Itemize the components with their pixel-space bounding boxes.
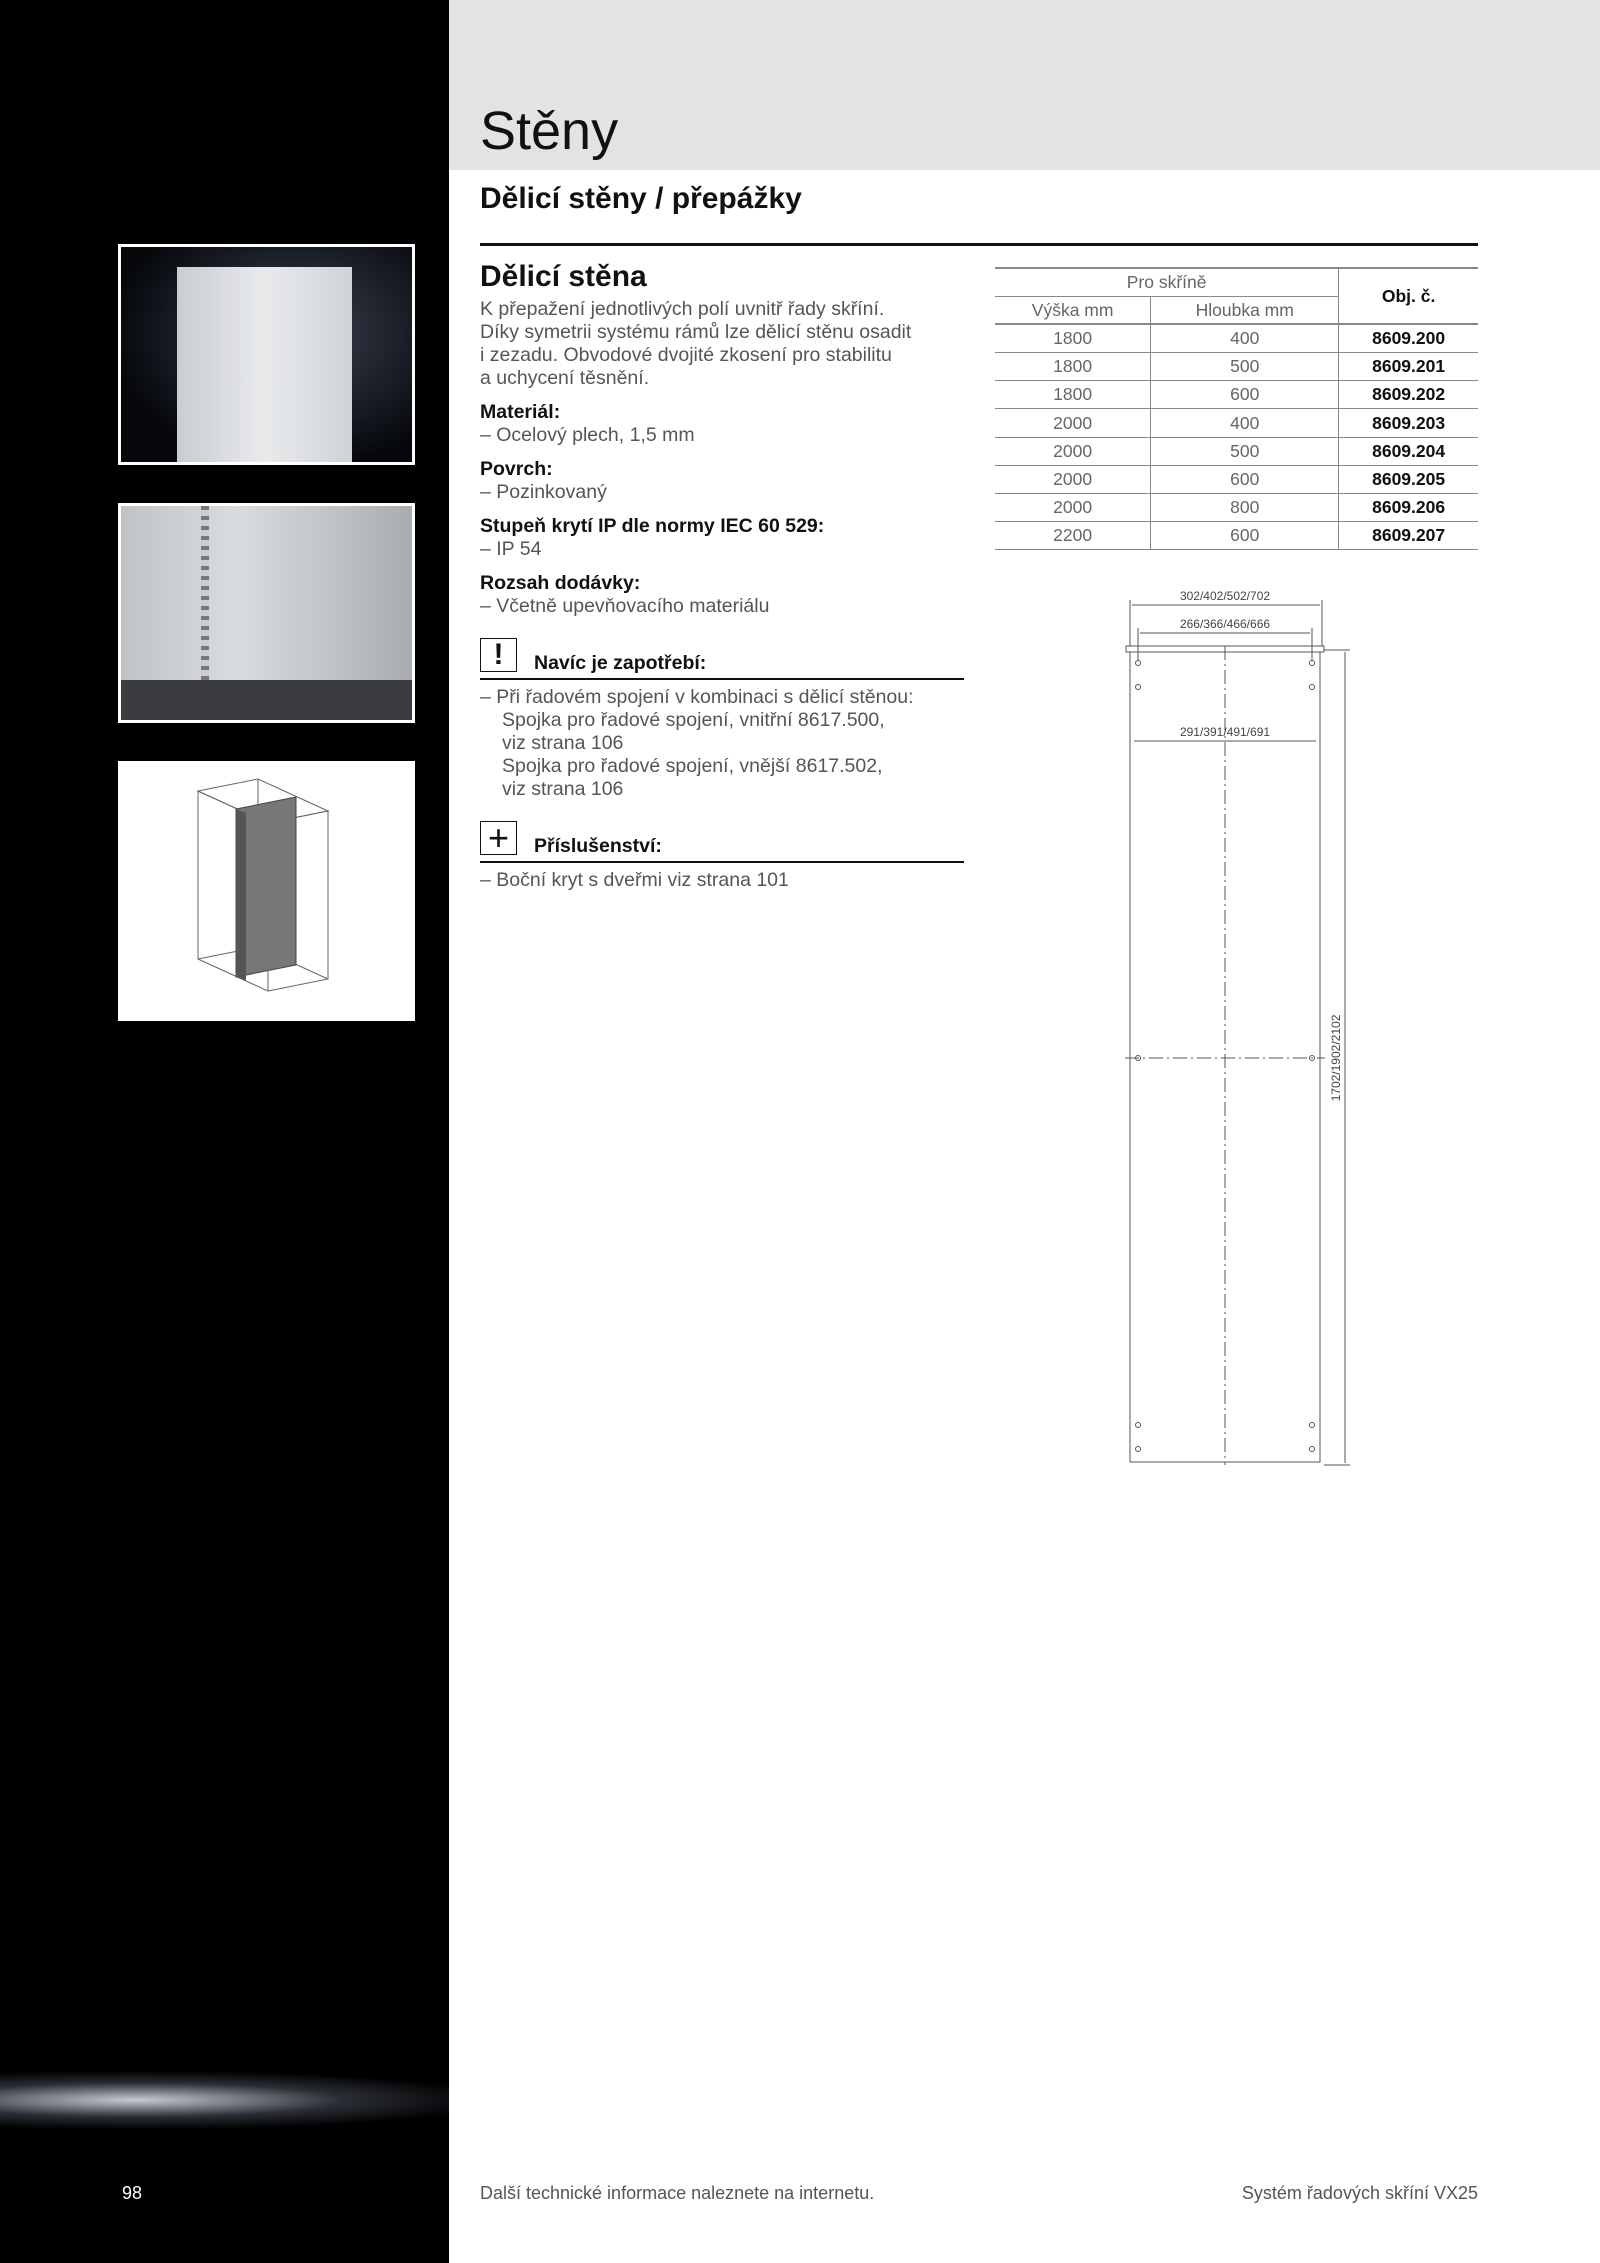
order-number-cell: 8609.203 [1339, 409, 1478, 437]
table-row [995, 409, 1478, 437]
height-cell: 1800 [995, 381, 1151, 409]
order-number-cell: 8609.202 [1339, 381, 1478, 409]
footer-series: Systém řadových skříní VX25 [1241, 2183, 1478, 2203]
spec-value: – Pozinkovaný [480, 481, 607, 503]
accessories-heading [480, 817, 964, 863]
table-row [995, 437, 1478, 465]
spec-value: – Včetně upevňovacího materiálu [480, 595, 770, 617]
product-diagram-3d [118, 761, 415, 1021]
description-line: a uchycení těsnění. [480, 367, 650, 389]
footer-note: Další technické informace naleznete na internetu. [480, 2183, 875, 2203]
height-cell: 2000 [995, 437, 1151, 465]
description-line: K přepažení jednotlivých polí uvnitř řady skříní. [480, 298, 885, 320]
depth-cell: 500 [1151, 353, 1339, 381]
col-order: Obj. č. [1339, 268, 1478, 324]
required-line: Spojka pro řadové spojení, vnitřní 8617.500, [502, 709, 885, 731]
height-cell: 2200 [995, 522, 1151, 550]
divider [480, 243, 1478, 246]
depth-cell: 400 [1151, 409, 1339, 437]
plus-icon: + [480, 821, 517, 855]
dim-height: 1702/1902/2102 [1329, 1014, 1343, 1102]
dim-outer-width: 302/402/502/702 [1179, 589, 1271, 603]
order-number-cell: 8609.206 [1339, 494, 1478, 522]
product-photo-installed [118, 503, 415, 723]
technical-drawing [1100, 580, 1360, 1470]
light-glow [0, 2070, 449, 2130]
height-cell: 1800 [995, 353, 1151, 381]
dim-inner-width: 291/391/491/691 [1179, 725, 1271, 739]
spec-label: Stupeň krytí IP dle normy IEC 60 529: [480, 515, 825, 537]
required-heading [480, 638, 964, 680]
height-cell: 2000 [995, 494, 1151, 522]
table-row [995, 494, 1478, 522]
depth-cell: 600 [1151, 381, 1339, 409]
height-cell: 2000 [995, 465, 1151, 493]
depth-cell: 600 [1151, 465, 1339, 493]
order-number-cell: 8609.201 [1339, 353, 1478, 381]
page-title: Stěny [480, 101, 619, 161]
group-header: Pro skříně [995, 268, 1339, 296]
height-cell: 1800 [995, 324, 1151, 352]
depth-cell: 800 [1151, 494, 1339, 522]
required-line: – Při řadovém spojení v kombinaci s dělicí stěnou: [480, 686, 914, 708]
required-label: Navíc je zapotřebí: [534, 652, 707, 674]
spec-label: Rozsah dodávky: [480, 572, 641, 594]
description-line: i zezadu. Obvodové dvojité zkosení pro stabilitu [480, 344, 892, 366]
table-row [995, 353, 1478, 381]
exclamation-icon: ! [480, 638, 517, 672]
table-row [995, 522, 1478, 550]
accessory-line: – Boční kryt s dveřmi viz strana 101 [480, 869, 789, 891]
accessories-label: Příslušenství: [534, 835, 662, 857]
col-height: Výška mm [995, 296, 1151, 324]
table-row [995, 465, 1478, 493]
header-band [449, 0, 1600, 170]
depth-cell: 600 [1151, 522, 1339, 550]
order-number-cell: 8609.205 [1339, 465, 1478, 493]
depth-cell: 400 [1151, 324, 1339, 352]
required-line: viz strana 106 [502, 732, 624, 754]
depth-cell: 500 [1151, 437, 1339, 465]
spec-label: Povrch: [480, 458, 553, 480]
required-line: viz strana 106 [502, 778, 624, 800]
dim-hole-spacing: 266/366/466/666 [1179, 617, 1271, 631]
page-number: 98 [122, 2183, 143, 2203]
table-row [995, 324, 1478, 352]
order-number-cell: 8609.200 [1339, 324, 1478, 352]
product-title: Dělicí stěna [480, 260, 647, 293]
order-number-cell: 8609.207 [1339, 522, 1478, 550]
product-description [480, 260, 964, 892]
spec-value: – IP 54 [480, 538, 542, 560]
spec-value: – Ocelový plech, 1,5 mm [480, 424, 695, 446]
col-depth: Hloubka mm [1151, 296, 1339, 324]
required-line: Spojka pro řadové spojení, vnější 8617.502, [502, 755, 883, 777]
spec-label: Materiál: [480, 401, 561, 423]
product-photo-panel [118, 244, 415, 465]
order-table [995, 267, 1478, 550]
table-row [995, 381, 1478, 409]
page-subtitle: Dělicí stěny / přepážky [480, 182, 802, 215]
description-line: Díky symetrii systému rámů lze dělicí stěnu osadit [480, 321, 912, 343]
order-number-cell: 8609.204 [1339, 437, 1478, 465]
height-cell: 2000 [995, 409, 1151, 437]
